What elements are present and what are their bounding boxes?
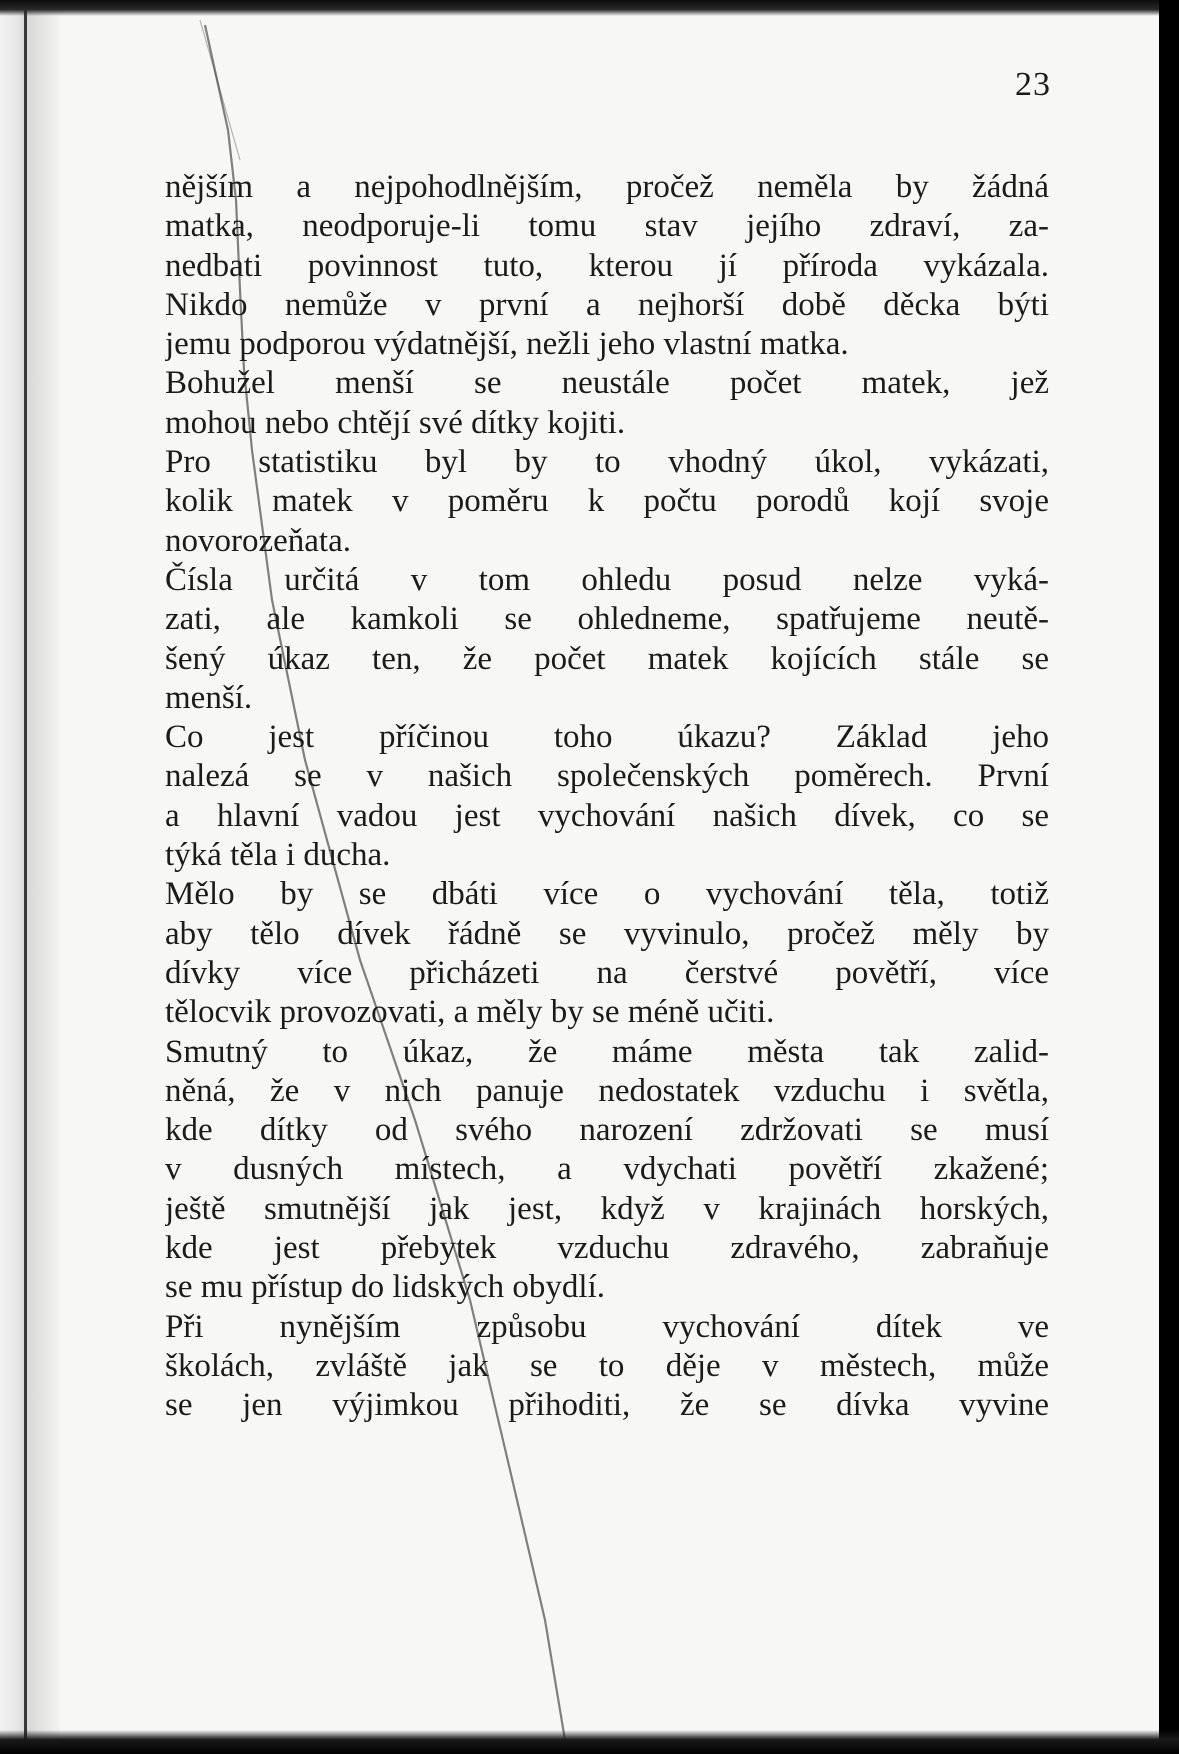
text-line: Čísla určitá v tom ohledu posud nelze vyká- (165, 561, 1049, 598)
text-line: šený úkaz ten, že počet matek kojících stále se (165, 640, 1049, 677)
page-number: 23 (1015, 66, 1051, 103)
text-line: aby tělo dívek řádně se vyvinulo, pročež měly by (165, 915, 1049, 952)
text-line: Co jest příčinou toho úkazu? Základ jeho (165, 719, 1049, 756)
text-line: Při nynějším způsobu vychování dítek ve (165, 1308, 1049, 1345)
text-line: Bohužel menší se neustále počet matek, jež (165, 365, 1049, 402)
text-line: v dusných místech, a vdychati povětří zkažené; (165, 1151, 1049, 1188)
text-line: tělocvik provozovati, a měly by se méně učiti. (165, 994, 775, 1031)
page-bottom-edge (0, 1730, 1179, 1754)
text-line: kde jest přebytek vzduchu zdravého, zabraňuje (165, 1230, 1049, 1267)
text-line: školách, zvláště jak se to děje v městech, může (165, 1347, 1049, 1384)
page-top-edge (0, 0, 1179, 16)
text-line: Pro statistiku byl by to vhodný úkol, vykázati, (165, 444, 1049, 481)
text-line: něná, že v nich panuje nedostatek vzduchu i světla, (165, 1072, 1049, 1109)
text-line: kde dítky od svého narození zdržovati se musí (165, 1112, 1049, 1149)
text-line: kolik matek v poměru k počtu porodů kojí svoje (165, 483, 1049, 520)
text-line: a hlavní vadou jest vychování našich dívek, co se (165, 797, 1049, 834)
text-line: mohou nebo chtějí své dítky kojiti. (165, 404, 626, 441)
text-line: Mělo by se dbáti více o vychování těla, totiž (165, 876, 1049, 913)
text-line: nalezá se v našich společenských poměrech. První (165, 758, 1049, 795)
text-line: novorozeňata. (165, 522, 351, 559)
text-line: se mu přístup do lidských obydlí. (165, 1269, 605, 1306)
text-line: matka, neodporuje-li tomu stav jejího zdraví, za- (165, 208, 1049, 245)
text-line: týká těla i ducha. (165, 837, 391, 874)
gutter-shadow-line (24, 0, 27, 1754)
text-line: nedbati povinnost tuto, kterou jí příroda vykázala. (165, 247, 1049, 284)
page-right-edge (1159, 0, 1179, 1754)
text-line: zati, ale kamkoli se ohledneme, spatřujeme neutě- (165, 601, 1049, 638)
text-line: dívky více přicházeti na čerstvé povětří, více (165, 954, 1049, 991)
body-text (165, 168, 1049, 1426)
page-gutter-edge (0, 0, 60, 1754)
text-line: se jen výjimkou přihoditi, že se dívka vyvine (165, 1387, 1049, 1424)
text-line: ještě smutnější jak jest, když v krajinách horských, (165, 1190, 1049, 1227)
text-line: nějším a nejpohodlnějším, pročež neměla by žádná (165, 169, 1049, 205)
text-line: Smutný to úkaz, že máme města tak zalid- (165, 1033, 1049, 1070)
text-line: Nikdo nemůže v první a nejhorší době děcka býti (165, 286, 1049, 323)
text-line: jemu podporou výdatnější, nežli jeho vlastní matka. (165, 326, 849, 363)
text-line: menší. (165, 679, 253, 716)
